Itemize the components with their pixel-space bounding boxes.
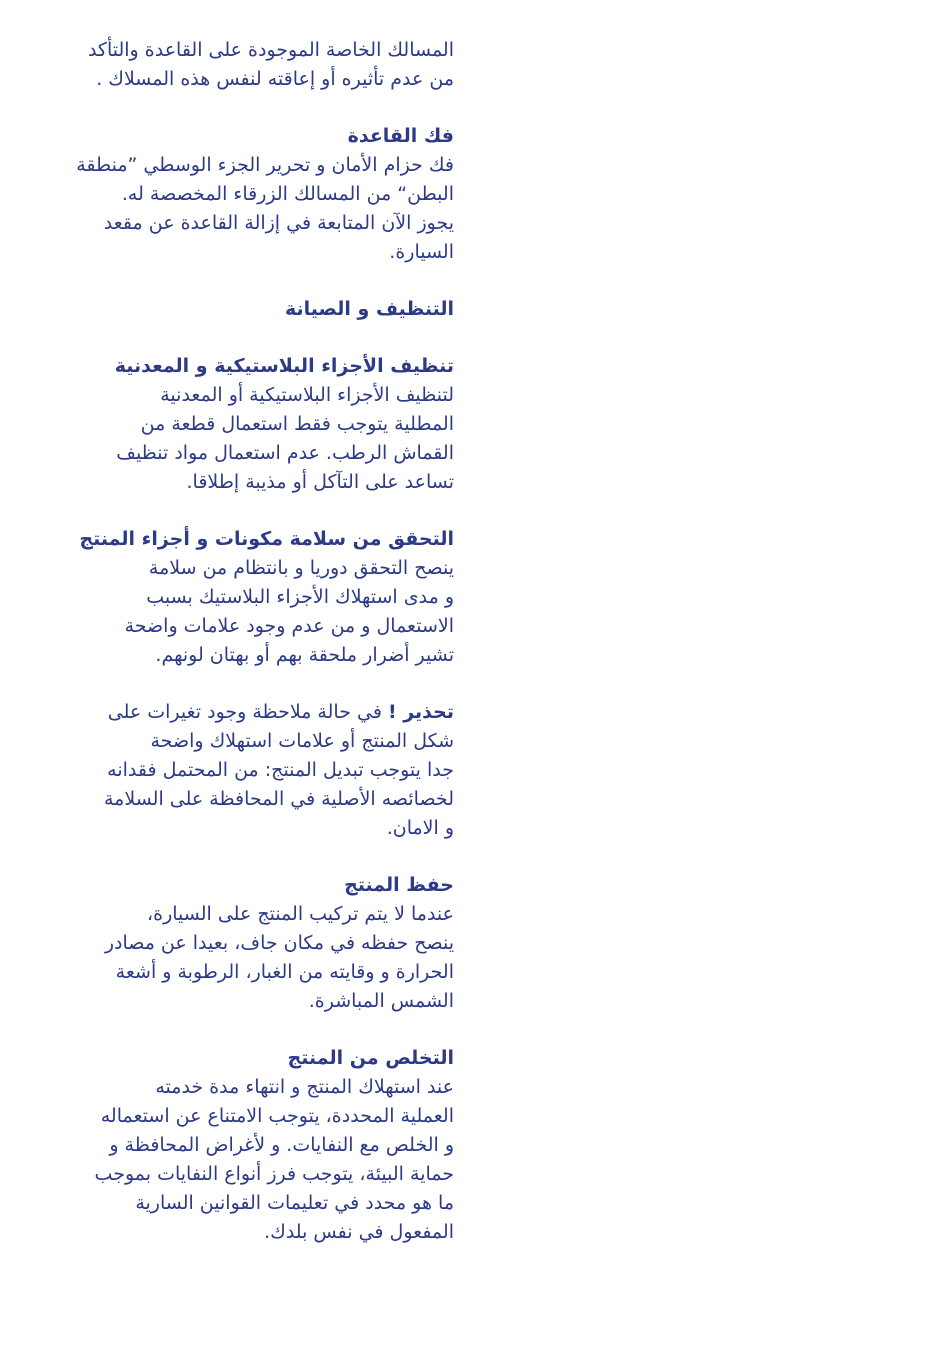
warning-first-line-text: في حالة ملاحظة وجود تغيرات على [107, 701, 388, 723]
base-removal-section [30, 122, 454, 267]
paragraph-line: العملية المحددة، يتوجب الامتناع عن استعماله [100, 1105, 454, 1127]
section-heading: التخلص من المنتج [287, 1047, 454, 1069]
manual-page-column [30, 36, 454, 1247]
paragraph-line: و الخلص مع النفايات. و لأغراض المحافظة و [109, 1134, 454, 1156]
safety-check-section [30, 525, 454, 670]
paragraph-line: عندما لا يتم تركيب المنتج على السيارة، [146, 903, 454, 925]
paragraph-line: القماش الرطب. عدم استعمال مواد تنظيف [116, 442, 454, 464]
plastic-metal-section [30, 352, 454, 497]
intro-line: المسالك الخاصة الموجودة على القاعدة والتأكد [87, 39, 454, 61]
paragraph-line: و مدى استهلاك الأجزاء البلاستيك بسبب [146, 586, 454, 608]
section-heading: التنظيف و الصيانة [284, 298, 454, 320]
storage-section [30, 871, 454, 1016]
paragraph-line: ما هو محدد في تعليمات القوانين السارية [135, 1192, 454, 1214]
section-heading: التحقق من سلامة مكونات و أجزاء المنتج [79, 528, 454, 550]
warning-label: تحذير ! [387, 701, 454, 723]
paragraph-line: حماية البيئة، يتوجب فرز أنواع النفايات بموجب [94, 1163, 454, 1185]
intro-line: من عدم تأثيره أو إعاقته لنفس هذه المسلاك . [96, 68, 454, 90]
paragraph-line: المطلية يتوجب فقط استعمال قطعة من [140, 413, 454, 435]
paragraph-line: الشمس المباشرة. [308, 990, 454, 1012]
paragraph-line: الاستعمال و من عدم وجود علامات واضحة [124, 615, 454, 637]
intro-section [30, 36, 454, 94]
paragraph-line: المفعول في نفس بلدك. [264, 1221, 454, 1243]
section-heading: تنظيف الأجزاء البلاستيكية و المعدنية [114, 355, 454, 377]
paragraph-line: شكل المنتج أو علامات استهلاك واضحة [150, 730, 454, 752]
warning-first-line [30, 698, 454, 727]
cleaning-section [30, 295, 454, 324]
paragraph-line: لتنظيف الأجزاء البلاستيكية أو المعدنية [160, 384, 454, 406]
paragraph-line: السيارة. [389, 241, 454, 263]
paragraph-line: جدا يتوجب تبديل المنتج: من المحتمل فقدانه [107, 759, 454, 781]
paragraph-line: ينصح حفظه في مكان جاف، بعيدا عن مصادر [104, 932, 454, 954]
paragraph-line: ينصح التحقق دوريا و بانتظام من سلامة [148, 557, 454, 579]
paragraph-line: فك حزام الأمان و تحرير الجزء الوسطي ”منطقة [76, 154, 454, 176]
section-heading: فك القاعدة [347, 125, 454, 147]
paragraph-line: لخصائصه الأصلية في المحافظة على السلامة [104, 788, 454, 810]
warning-section [30, 698, 454, 843]
paragraph-line: تساعد على التآكل أو مذيبة إطلاقا. [186, 471, 454, 493]
paragraph-line: البطن“ من المسالك الزرقاء المخصصة له. [121, 183, 454, 205]
paragraph-line: الحرارة و وقايته من الغبار، الرطوبة و أشعة [115, 961, 454, 983]
paragraph-line: يجوز الآن المتابعة في إزالة القاعدة عن مقعد [103, 212, 454, 234]
disposal-section [30, 1044, 454, 1247]
section-heading: حفظ المنتج [344, 874, 454, 896]
paragraph-line: تشير أضرار ملحقة بهم أو بهتان لونهم. [155, 644, 454, 666]
paragraph-line: و الامان. [386, 817, 454, 839]
paragraph-line: عند استهلاك المنتج و انتهاء مدة خدمته [155, 1076, 454, 1098]
